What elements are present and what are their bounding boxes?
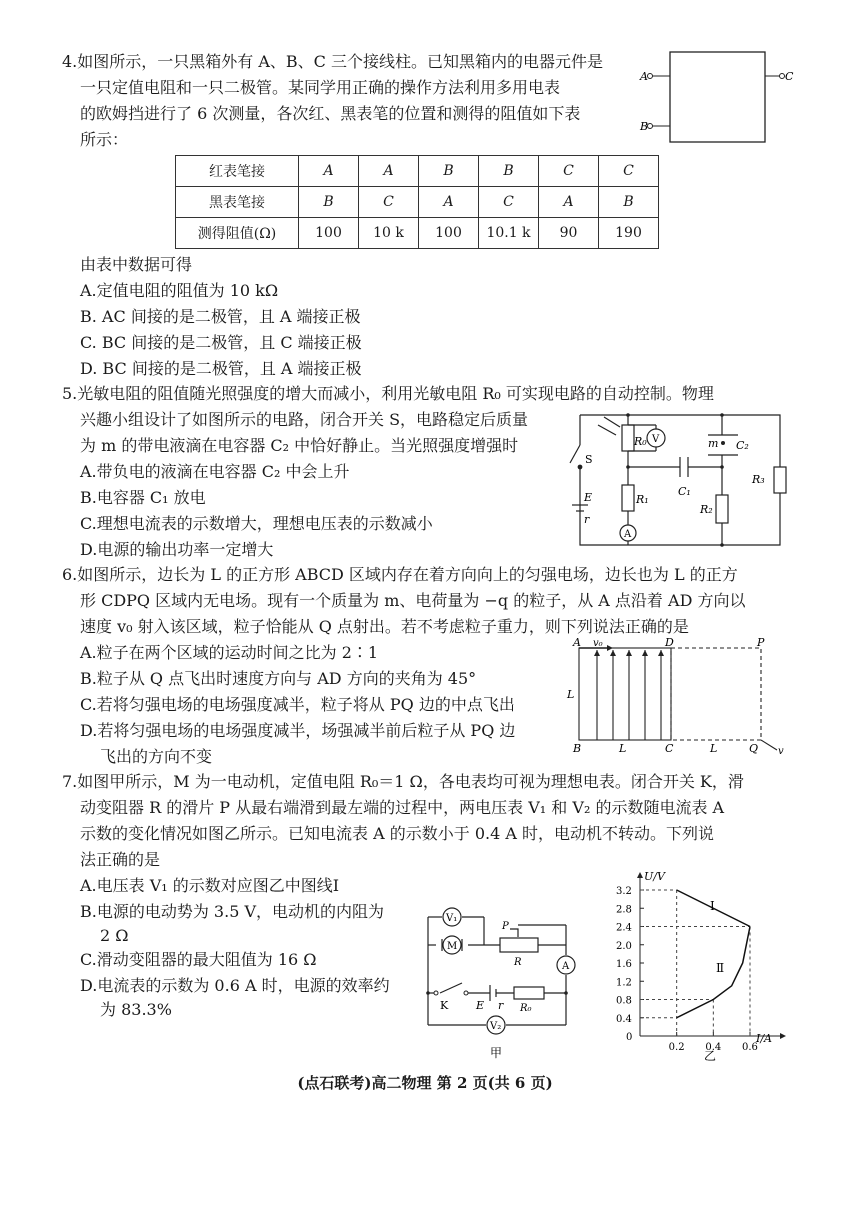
mass-label: m xyxy=(708,437,719,450)
y-tick-label: 0.4 xyxy=(616,1013,632,1025)
q7-stem-line-2: 动变阻器 R 的滑片 P 从最右端滑到最左端的过程中，两电压表 V₁ 和 V₂ 的示数随电流表 A xyxy=(80,798,725,817)
y-axis-label: U/V xyxy=(644,870,665,883)
q6-option-d: D.若将匀强电场的电场强度减半，场强减半前后粒子从 PQ 边 xyxy=(80,721,516,740)
q4-stem-line-3: 的欧姆挡进行了 6 次测量，各次红、黑表笔的位置和测得的阻值如下表 xyxy=(80,104,581,123)
q6-option-d-cont: 飞出的方向不变 xyxy=(100,747,213,766)
emf-label: E xyxy=(476,999,485,1012)
y-axis-arrow xyxy=(637,872,643,878)
r3-resistor xyxy=(774,467,786,493)
r3-label: R₃ xyxy=(752,473,765,486)
q6-option-c: C.若将匀强电场的电场强度减半，粒子将从 PQ 边的中点飞出 xyxy=(80,695,515,714)
table-cell: B xyxy=(599,187,659,218)
q4-option-d: D. BC 间接的是二极管，且 A 端接正极 xyxy=(80,359,362,378)
q4-stem-line-2: 一只定值电阻和一只二极管。某同学用正确的操作方法利用多用电表 xyxy=(80,78,561,97)
table-row xyxy=(176,187,659,218)
q7-option-a: A.电压表 V₁ 的示数对应图乙中图线Ⅰ xyxy=(80,876,340,895)
point-q-label: Q xyxy=(749,742,759,755)
table-cell: C xyxy=(599,156,659,187)
r2-label: R₂ xyxy=(700,503,713,516)
table-cell: A xyxy=(419,187,479,218)
r1-label: R₁ xyxy=(636,493,649,506)
r0-label: R₀ xyxy=(634,435,647,448)
region-cdpq xyxy=(671,648,761,740)
charged-droplet xyxy=(721,441,725,445)
table-cell: A xyxy=(539,187,599,218)
x-axis-label: I/A xyxy=(756,1032,772,1045)
v1-label: V₁ xyxy=(446,913,458,924)
q4-stem-end: 由表中数据可得 xyxy=(80,255,193,274)
q7-circuit-jia xyxy=(418,905,588,1065)
q4-black-box-figure xyxy=(640,48,794,148)
terminal-a-label: A xyxy=(640,70,648,83)
v0-label: v₀ xyxy=(593,638,603,649)
table-cell: 100 xyxy=(299,218,359,249)
table-cell: 190 xyxy=(599,218,659,249)
switch-k-label: K xyxy=(440,999,449,1012)
q7-stem-line-3: 示数的变化情况如图乙所示。已知电流表 A 的示数小于 0.4 A 时，电动机不转动。下列说 xyxy=(80,824,714,843)
r0-label: R₀ xyxy=(520,1003,532,1014)
point-a-label: A xyxy=(573,636,581,649)
table-cell: C xyxy=(539,156,599,187)
terminal-b-label: B xyxy=(640,120,649,133)
q7-option-b: B.电源的电动势为 3.5 V，电动机的内阻为 xyxy=(80,902,385,921)
internal-r-label: r xyxy=(584,513,590,526)
table-cell: B xyxy=(479,156,539,187)
y-tick-label: 1.2 xyxy=(616,977,632,989)
q7-stem-line-4: 法正确的是 xyxy=(80,850,161,869)
c1-label: C₁ xyxy=(678,485,691,498)
voltmeter-label: V xyxy=(652,434,660,445)
q7-option-c: C.滑动变阻器的最大阻值为 16 Ω xyxy=(80,950,317,969)
bottom-l2-label: L xyxy=(710,742,718,755)
table-cell: B xyxy=(419,156,479,187)
point-b-label: B xyxy=(573,742,582,755)
q6-stem-line-2: 形 CDPQ 区域内无电场。现有一个质量为 m、电荷量为 −q 的粒子，从 A 点沿着 AD 方向以 xyxy=(80,591,746,610)
q5-option-a: A.带负电的液滴在电容器 C₂ 中会上升 xyxy=(80,462,350,481)
table-cell: 100 xyxy=(419,218,479,249)
y-tick-label: 2.8 xyxy=(616,904,632,916)
y-tick-label: 2.4 xyxy=(616,922,632,934)
r2-resistor xyxy=(716,495,728,523)
exit-v-label: v xyxy=(778,746,784,757)
q4-option-b: B. AC 间接的是二极管，且 A 端接正极 xyxy=(80,307,361,326)
q7-option-b-cont: 2 Ω xyxy=(100,926,129,945)
q5-stem-line-2: 兴趣小组设计了如图所示的电路，闭合开关 S，电路稳定后质量 xyxy=(80,410,529,429)
figure-yi-caption: 乙 xyxy=(704,1049,717,1063)
table-row xyxy=(176,218,659,249)
r0-resistor xyxy=(622,425,634,451)
table-cell: 90 xyxy=(539,218,599,249)
q5-option-d: D.电源的输出功率一定增大 xyxy=(80,540,274,559)
q6-stem-line-1: 6.如图所示，边长为 L 的正方形 ABCD 区域内存在着方向向上的匀强电场，边长也为 L 的正方 xyxy=(62,565,738,584)
r1-resistor xyxy=(622,485,634,511)
terminal-c-label: C xyxy=(785,70,794,83)
q5-stem-line-1: 5.光敏电阻的阻值随光照强度的增大而减小，利用光敏电阻 R₀ 可实现电路的自动控制。物理 xyxy=(62,384,714,403)
y-tick-label: 1.6 xyxy=(616,959,632,970)
ammeter-label: A xyxy=(624,529,632,540)
slider-p-label: P xyxy=(502,921,509,932)
q6-option-a: A.粒子在两个区域的运动时间之比为 2∶1 xyxy=(80,643,379,662)
q5-option-b: B.电容器 C₁ 放电 xyxy=(80,488,206,507)
point-d-label: D xyxy=(665,636,674,649)
x-tick-label: 0.4 xyxy=(705,1042,722,1053)
q7-graph-yi xyxy=(600,866,790,1066)
row-header: 测得阻值(Ω) xyxy=(176,218,299,249)
table-cell: C xyxy=(479,187,539,218)
point-c-label: C xyxy=(665,742,674,755)
x-axis-arrow xyxy=(780,1033,786,1039)
figure-jia-caption: 甲 xyxy=(490,1046,503,1060)
line-2-label: Ⅱ xyxy=(716,961,725,975)
q7-option-d-cont: 为 83.3% xyxy=(100,1000,172,1019)
switch-label: S xyxy=(585,453,593,466)
table-cell: A xyxy=(359,156,419,187)
page-footer: (点石联考)高二物理 第 2 页(共 6 页) xyxy=(297,1074,553,1092)
rheostat xyxy=(500,938,538,952)
v2-label: V₂ xyxy=(490,1021,502,1032)
q4-measurement-table xyxy=(175,155,659,249)
table-cell: 10.1 k xyxy=(479,218,539,249)
q5-stem-line-3: 为 m 的带电液滴在电容器 C₂ 中恰好静止。当光照强度增强时 xyxy=(80,436,519,455)
q5-circuit-diagram xyxy=(560,405,790,555)
line-1-label: Ⅰ xyxy=(710,899,715,913)
q4-option-c: C. BC 间接的是二极管，且 C 端接正极 xyxy=(80,333,362,352)
q4-stem-line-1: 4.如图所示，一只黑箱外有 A、B、C 三个接线柱。已知黑箱内的电器元件是 xyxy=(62,52,603,71)
table-cell: 10 k xyxy=(359,218,419,249)
internal-r-label: r xyxy=(498,999,504,1012)
y-tick-label: 3.2 xyxy=(616,886,632,897)
q4-option-a: A.定值电阻的阻值为 10 kΩ xyxy=(80,281,279,300)
q7-stem-line-1: 7.如图甲所示，M 为一电动机，定值电阻 R₀＝1 Ω，各电表均可视为理想电表。闭合开关 K，滑 xyxy=(62,772,744,791)
row-header: 红表笔接 xyxy=(176,156,299,187)
row-header: 黑表笔接 xyxy=(176,187,299,218)
series-2-line xyxy=(677,927,750,1018)
q6-stem-line-3: 速度 v₀ 射入该区域，粒子恰能从 Q 点射出。若不考虑粒子重力，则下列说法正确的是 xyxy=(80,617,689,636)
motor-label: M xyxy=(447,941,458,952)
side-l-label: L xyxy=(567,688,575,701)
q7-option-d: D.电流表的示数为 0.6 A 时，电源的效率约 xyxy=(80,976,390,995)
table-row xyxy=(176,156,659,187)
q6-field-diagram xyxy=(565,636,790,756)
point-p-label: P xyxy=(757,636,765,649)
x-tick-label: 0.2 xyxy=(668,1042,685,1053)
r0-resistor xyxy=(514,987,544,999)
y-tick-label: 2.0 xyxy=(616,940,632,952)
x-tick-label: 0.6 xyxy=(742,1042,758,1053)
c2-label: C₂ xyxy=(736,439,749,452)
table-cell: C xyxy=(359,187,419,218)
emf-label: E xyxy=(584,491,593,504)
origin-label: 0 xyxy=(626,1032,633,1043)
ammeter-label: A xyxy=(562,961,570,972)
bottom-l1-label: L xyxy=(619,742,627,755)
black-box xyxy=(670,52,765,142)
q4-stem-line-4: 所示： xyxy=(80,130,129,149)
q6-option-b: B.粒子从 Q 点飞出时速度方向与 AD 方向的夹角为 45° xyxy=(80,669,477,688)
q5-option-c: C.理想电流表的示数增大，理想电压表的示数减小 xyxy=(80,514,433,533)
region-abcd xyxy=(579,648,671,740)
y-tick-label: 0.8 xyxy=(616,995,632,1007)
table-cell: B xyxy=(299,187,359,218)
table-cell: A xyxy=(299,156,359,187)
rheostat-r-label: R xyxy=(514,957,522,968)
